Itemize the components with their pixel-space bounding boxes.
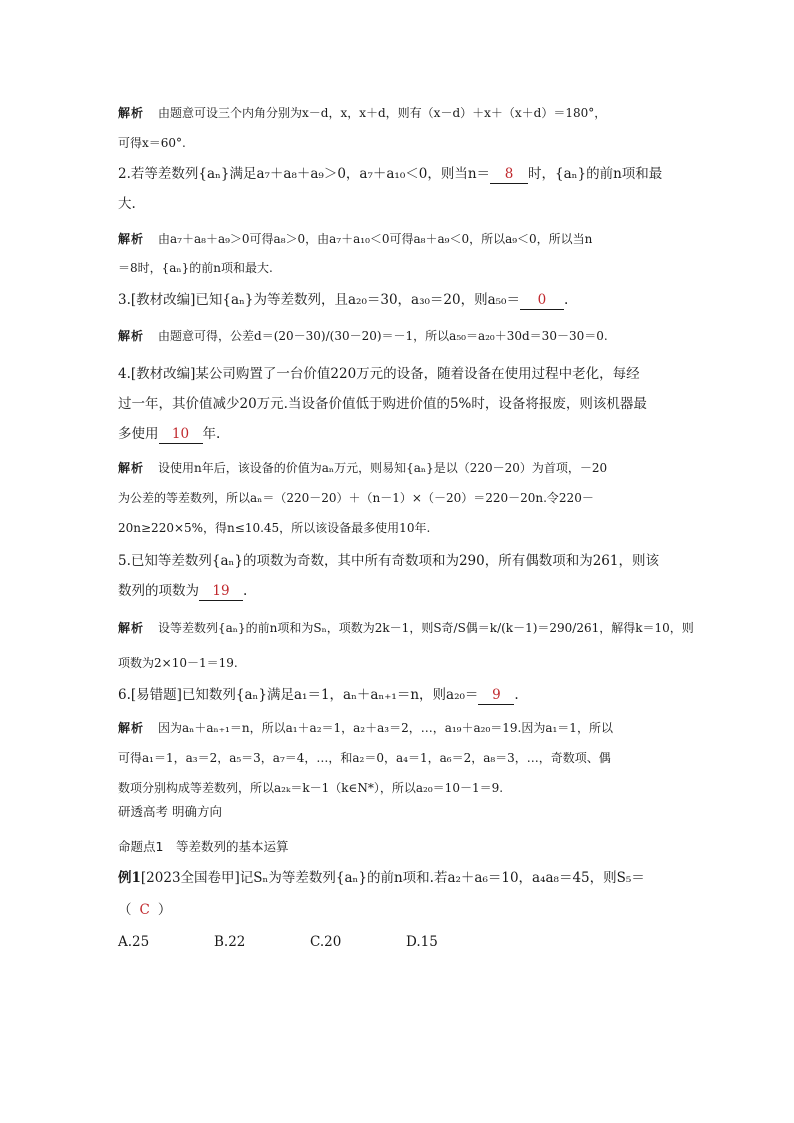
question-2-solution-line-2: ＝8时，{aₙ}的前n项和最大. — [118, 261, 273, 275]
option-d: D.15 — [406, 934, 438, 950]
question-6-solution-line-2: 可得a₁＝1，a₃＝2，a₅＝3，a₇＝4，…，和a₂＝0，a₄＝1，a₆＝2，a₈＝3，…，奇数项、偶 — [118, 751, 611, 765]
example-1-options — [118, 933, 678, 951]
question-2-line-1: 2.若等差数列{aₙ}满足a₇＋a₈＋a₉＞0，a₇＋a₁₀＜0，则当n＝ 8 时，{aₙ}的前n项和最 — [118, 166, 663, 182]
question-4-solution-line-2: 为公差的等差数列，所以aₙ＝（220－20）＋（n－1）×（－20）＝220－20n.令220－ — [118, 491, 594, 505]
option-b: B.22 — [214, 934, 246, 950]
example-label: 例1 — [118, 870, 141, 886]
answer-blank: 10 — [159, 425, 203, 444]
solution-label: 解析 — [118, 106, 145, 120]
answer-blank: 8 — [490, 165, 528, 184]
question-6-solution-line-3: 数项分别构成等差数列，所以a₂ₖ＝k－1（k∈N*），所以a₂₀＝10－1＝9. — [118, 781, 504, 795]
question-5-solution-line-2: 项数为2×10－1＝19. — [118, 656, 238, 670]
question-6: 6.[易错题]已知数列{aₙ}满足a₁＝1，aₙ＋aₙ₊₁＝n，则a₂₀＝ 9 . — [118, 687, 519, 703]
solution-label: 解析 — [118, 232, 145, 246]
option-c: C.20 — [310, 934, 342, 950]
question-3: 3.[教材改编]已知{aₙ}为等差数列，且a₂₀＝30，a₃₀＝20，则a₅₀＝ 0 . — [118, 292, 569, 308]
question-4-line-3: 多使用 10 年. — [118, 426, 221, 442]
question-4-solution-line-3: 20n≥220×5%，得n≤10.45，所以该设备最多使用10年. — [118, 521, 431, 535]
question-4-line-2: 过一年，其价值减少20万元.当设备价值低于购进价值的5%时，设备将报废，则该机器最 — [118, 396, 647, 412]
section-title: 研透高考 明确方向 — [118, 804, 222, 819]
intro-solution-line-2: 可得x＝60°. — [118, 136, 186, 150]
answer-blank: 0 — [520, 291, 564, 310]
question-4-solution-line-1: 解析 设使用n年后，该设备的价值为aₙ万元，则易知{aₙ}是以（220－20）为首项，－20 — [118, 461, 608, 475]
example-1-answer: （ C ） — [118, 902, 172, 918]
solution-label: 解析 — [118, 621, 145, 635]
solution-label: 解析 — [118, 721, 145, 735]
intro-solution-line-1: 解析 由题意可设三个内角分别为x－d，x，x＋d，则有（x－d）＋x＋（x＋d）＝180°， — [118, 106, 607, 120]
question-4-line-1: 4.[教材改编]某公司购置了一台价值220万元的设备，随着设备在使用过程中老化，每经 — [118, 366, 640, 382]
question-2-line-2: 大. — [118, 196, 136, 212]
question-3-solution: 解析 由题意可得，公差d＝(20－30)/(30－20)＝－1，所以a₅₀＝a₂₀＋30d＝30－30＝0. — [118, 329, 608, 343]
question-5-line-1: 5.已知等差数列{aₙ}的项数为奇数，其中所有奇数项和为290，所有偶数项和为261，则该 — [118, 553, 659, 569]
question-6-solution-line-1: 解析 因为aₙ＋aₙ₊₁＝n，所以a₁＋a₂＝1，a₂＋a₃＝2，…，a₁₉＋a₂₀＝19.因为a₁＝1，所以 — [118, 721, 613, 735]
answer-blank: 19 — [199, 582, 243, 601]
solution-label: 解析 — [118, 461, 145, 475]
example-answer: C — [139, 902, 150, 918]
question-5-solution-line-1: 解析 设等差数列{aₙ}的前n项和为Sₙ，项数为2k－1，则S奇/S偶＝k/(k－1)＝290/261，解得k＝10，则 — [118, 621, 694, 635]
question-5-line-2: 数列的项数为 19 . — [118, 583, 248, 599]
solution-label: 解析 — [118, 329, 145, 343]
option-a: A.25 — [118, 934, 150, 950]
example-1: 例1[2023全国卷甲]记Sₙ为等差数列{aₙ}的前n项和.若a₂＋a₆＝10，a₄a₈＝45，则S₅＝ — [118, 870, 645, 886]
question-2-solution-line-1: 解析 由a₇＋a₈＋a₉＞0可得a₈＞0，由a₇＋a₁₀＜0可得a₈＋a₉＜0，所以a₉＜0，所以当n — [118, 232, 593, 246]
topic-title: 命题点1 等差数列的基本运算 — [118, 839, 289, 854]
answer-blank: 9 — [478, 686, 514, 705]
